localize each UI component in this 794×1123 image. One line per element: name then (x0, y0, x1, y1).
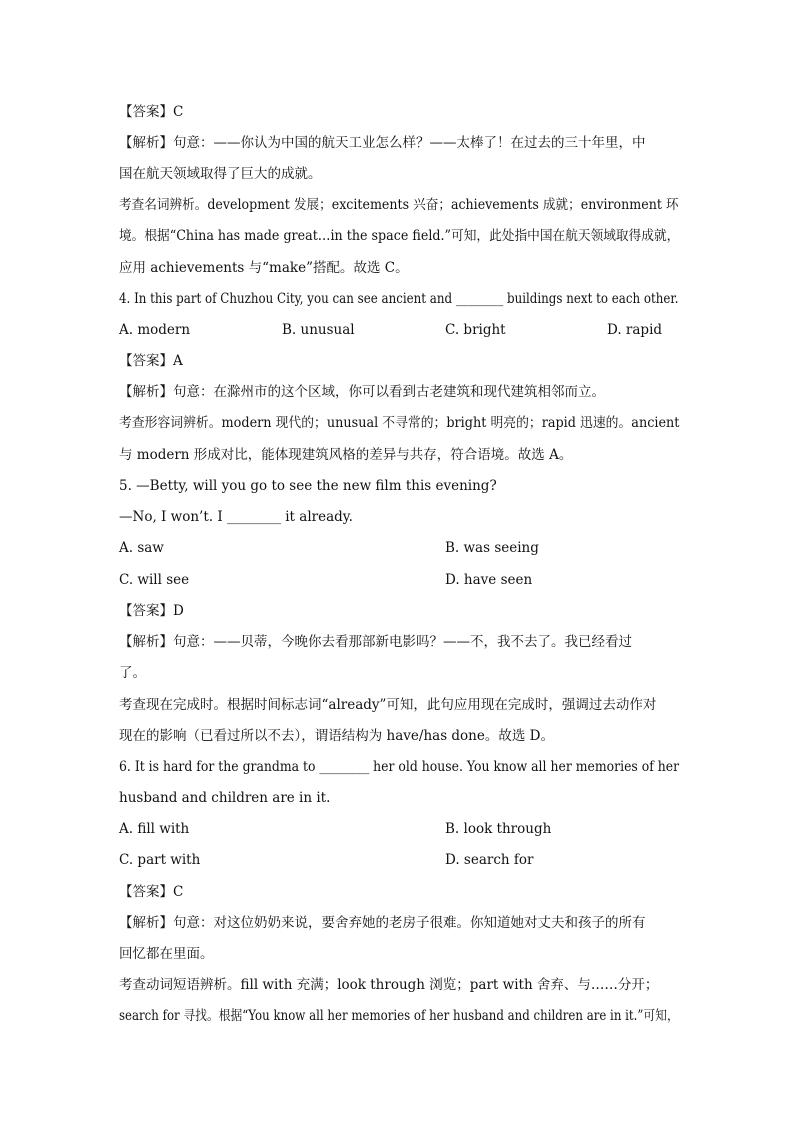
q6-answer: 【答案】C (119, 884, 184, 900)
q4-explanation-line: 【解析】句意：在滁州市的这个区域，你可以看到古老建筑和现代建筑相邻而立。 (119, 384, 605, 400)
q6-explanation-line: 【解析】句意：对这位奶奶来说，要舍弃她的老房子很难。你知道她对丈夫和孩子的所有 (119, 915, 646, 931)
q6-explanation-line: search for 寻找。根据“You know all her memories of her husband and children are in it.”可知， (119, 1008, 679, 1024)
q4-option-d: D. rapid (607, 322, 663, 338)
q3-answer: 【答案】C (119, 104, 184, 120)
q4-answer: 【答案】A (119, 353, 183, 369)
q4-stem: 4. In this part of Chuzhou City, you can see ancient and ________ buildings next to each other. (119, 291, 679, 307)
q5-explanation-line: 【解析】句意：——贝蒂，今晚你去看那部新电影吗？——不，我不去了。我已经看过 (119, 634, 632, 650)
q6-explanation-line: 考查动词短语辨析。fill with 充满；look through 浏览；part with 舍弃、与……分开； (119, 977, 659, 993)
q4-explanation-line: 考查形容词辨析。modern 现代的；unusual 不寻常的；bright 明亮的；rapid 迅速的。ancient (119, 415, 680, 431)
q4-option-b: B. unusual (282, 322, 355, 338)
q4-explanation-line: 与 modern 形成对比，能体现建筑风格的差异与共存，符合语境。故选 A。 (119, 447, 573, 463)
q6-option-b: B. look through (445, 821, 552, 837)
q5-explanation-line: 了。 (119, 665, 146, 681)
q6-explanation-line: 回忆都在里面。 (119, 946, 214, 962)
q4-option-a: A. modern (119, 322, 191, 338)
q5-stem: 5. —Betty, will you go to see the new film this evening? (119, 478, 497, 494)
q5-option-d: D. have seen (445, 572, 533, 588)
q5-option-c: C. will see (119, 572, 190, 588)
q5-stem: —No, I won’t. I ________ it already. (119, 509, 353, 525)
q5-explanation-line: 现在的影响（已看过所以不去），谓语结构为 have/has done。故选 D。 (119, 728, 554, 744)
q6-option-d: D. search for (445, 852, 534, 868)
q5-option-b: B. was seeing (445, 540, 539, 556)
q6-option-c: C. part with (119, 852, 201, 868)
q3-explanation-line: 【解析】句意：——你认为中国的航天工业怎么样？——太棒了！在过去的三十年里，中 (119, 135, 646, 151)
q4-option-c: C. bright (445, 322, 506, 338)
q5-answer: 【答案】D (119, 603, 184, 619)
q5-option-a: A. saw (119, 540, 164, 556)
q3-explanation-line: 国在航天领域取得了巨大的成就。 (119, 166, 322, 182)
q3-explanation-line: 境。根据“China has made great…in the space field.”可知，此处指中国在航天领域取得成就， (119, 228, 680, 244)
q6-stem: 6. It is hard for the grandma to ________ her old house. You know all her memories of her (119, 759, 680, 775)
q6-stem: husband and children are in it. (119, 790, 331, 806)
q5-explanation-line: 考查现在完成时。根据时间标志词“already”可知，此句应用现在完成时，强调过去动作对 (119, 697, 657, 713)
q6-option-a: A. fill with (119, 821, 190, 837)
q3-explanation-line: 应用 achievements 与“make”搭配。故选 C。 (119, 260, 409, 276)
q3-explanation-line: 考查名词辨析。development 发展；excitements 兴奋；achievements 成就；environment 环 (119, 197, 679, 213)
